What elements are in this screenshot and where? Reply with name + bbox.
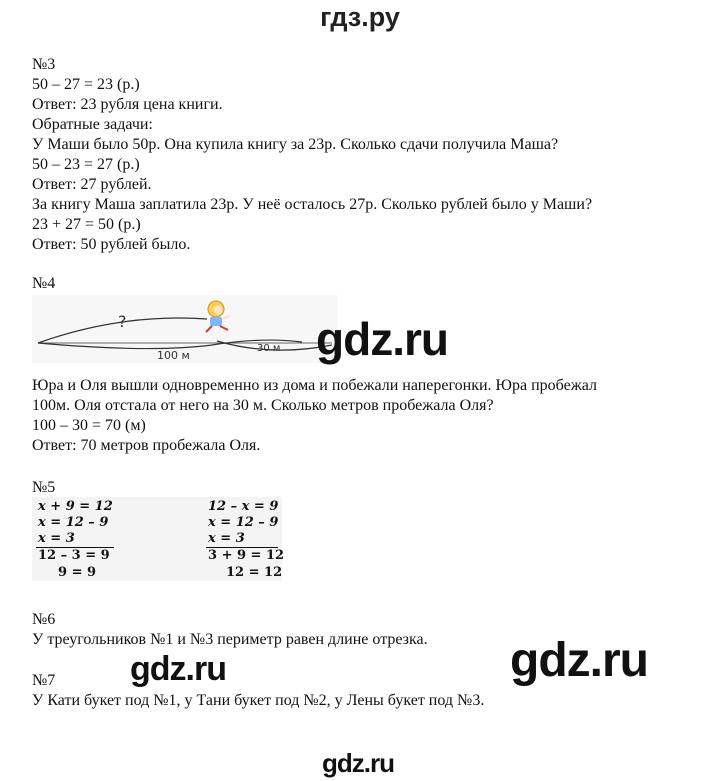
question-mark: ?: [118, 312, 127, 331]
site-title: гдз.ру: [320, 2, 400, 32]
task-number-7: №7: [32, 672, 56, 689]
task4-line: 100м. Оля отстала от него на 30 м. Сколько метров пробежала Оля?: [32, 397, 494, 414]
running-girl-icon: [206, 301, 230, 332]
task3-line: У Маши было 50р. Она купила книгу за 23р. Сколько сдачи получила Маша?: [32, 136, 559, 153]
task-number-3: №3: [32, 56, 56, 73]
task-number-6: №6: [32, 611, 56, 628]
task3-line: За книгу Маша заплатила 23р. У неё осталось 27р. Сколько рублей было у Маши?: [32, 196, 593, 213]
watermark: gdz.ru: [322, 748, 394, 778]
task4-line: 100 – 30 = 70 (м): [32, 417, 146, 434]
equation-right: x = 12 – 9: [208, 515, 279, 530]
equation-right: 3 + 9 = 12: [208, 548, 285, 563]
task3-line: Обратные задачи:: [32, 116, 153, 133]
equation-left: x = 12 – 9: [38, 515, 109, 530]
task4-line: Юра и Оля вышли одновременно из дома и побежали наперегонки. Юра пробежал: [32, 377, 597, 394]
arc-100m-left: [38, 343, 212, 349]
task-number-5: №5: [32, 479, 56, 496]
equation-right: x = 3: [208, 531, 245, 546]
equation-right: 12 – x = 9: [208, 499, 279, 514]
task3-line: Ответ: 23 рубля цена книги.: [32, 96, 223, 113]
label-100m: 100 м: [157, 349, 190, 362]
task3-line: Ответ: 27 рублей.: [32, 176, 152, 193]
watermark: gdz.ru: [316, 313, 448, 365]
label-30m: 30 м: [257, 343, 281, 354]
task3-line: 50 – 23 = 27 (р.): [32, 156, 140, 173]
task4-line: Ответ: 70 метров пробежала Оля.: [32, 437, 261, 454]
task3-line: 23 + 27 = 50 (р.): [32, 216, 141, 233]
watermark: gdz.ru: [130, 650, 226, 688]
race-figure: [32, 295, 338, 363]
equation-left: 9 = 9: [58, 565, 97, 580]
task7-text: У Кати букет под №1, у Тани букет под №2, у Лены букет под №3.: [32, 692, 485, 709]
equation-right: 12 = 12: [226, 565, 283, 580]
equation-left: x = 3: [38, 531, 75, 546]
watermark: gdz.ru: [510, 634, 648, 687]
task6-text: У треугольников №1 и №3 периметр равен длине отрезка.: [32, 631, 428, 648]
equation-left: x + 9 = 12: [38, 499, 113, 514]
equation-left: 12 – 3 = 9: [38, 548, 110, 563]
task-number-4: №4: [32, 275, 56, 292]
task3-line: Ответ: 50 рублей было.: [32, 236, 191, 253]
task3-line: 50 – 27 = 23 (р.): [32, 76, 140, 93]
